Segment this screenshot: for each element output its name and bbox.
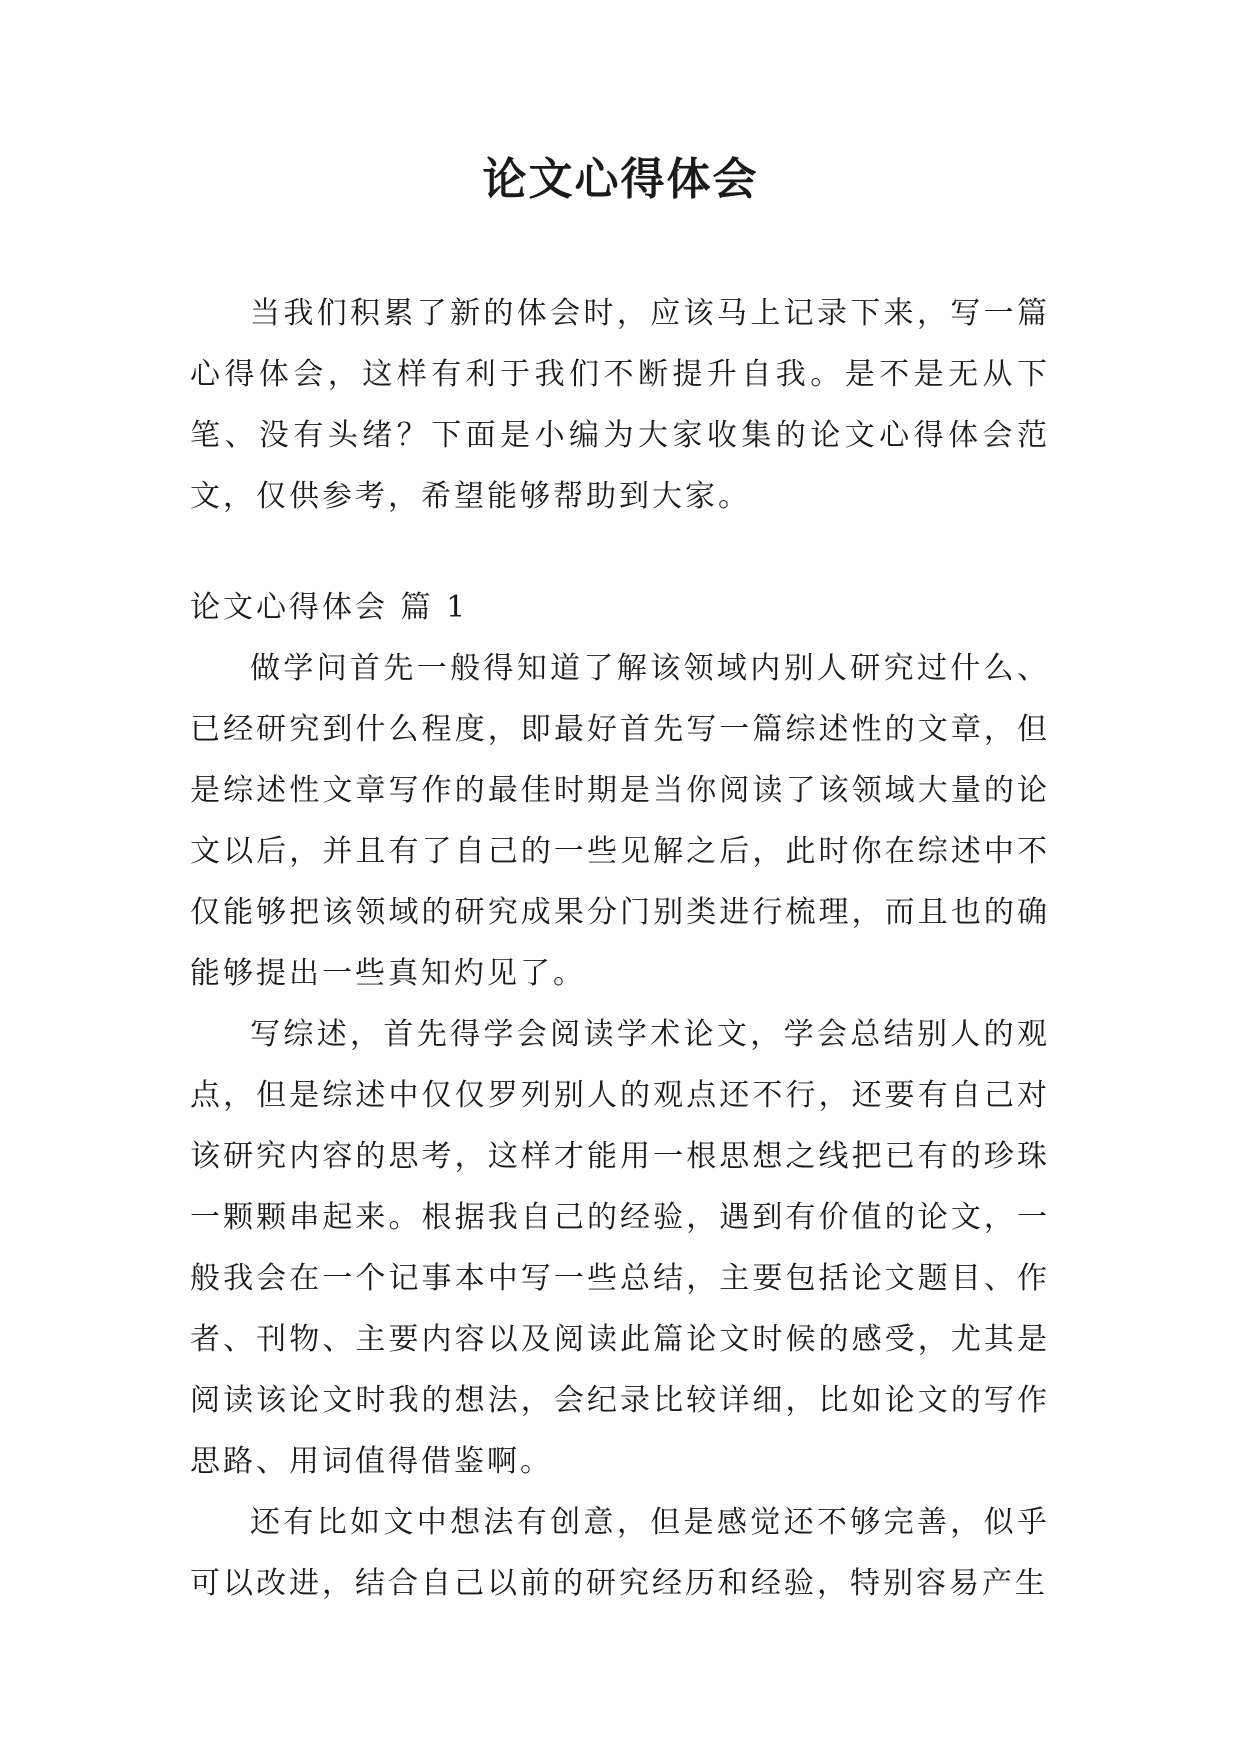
section-heading: 论文心得体会 篇 1 (190, 590, 469, 625)
intro-text: 当我们积累了新的体会时，应该马上记录下来，写一篇心得体会，这样有利于我们不断提升自我。是不是无从下笔、没有头绪？下面是小编为大家收集的论文心得体会范文，仅供参考，希望能够帮助到大家。 (190, 296, 1050, 514)
body-paragraph-3: 还有比如文中想法有创意，但是感觉还不够完善，似乎可以改进，结合自己以前的研究经历和经验，特别容易产生 (190, 1505, 1050, 1601)
document-title: 论文心得体会 (482, 154, 759, 205)
body-paragraph-2: 写综述，首先得学会阅读学术论文，学会总结别人的观点，但是综述中仅仅罗列别人的观点还不行，还要有自己对该研究内容的思考，这样才能用一根思想之线把已有的珍珠一颗颗串起来。根据我自己的经验，遇到有价值的论文，一般我会在一个记事本中写一些总结，主要包括论文题目、作者、刊物、主要内容以及阅读此篇论文时候的感受，尤其是阅读该论文时我的想法，会纪录比较详细，比如论文的写作思路、用词值得借鉴啊。 (190, 1017, 1050, 1479)
intro-paragraph (190, 283, 1050, 527)
body-paragraph-1: 做学问首先一般得知道了解该领域内别人研究过什么、已经研究到什么程度，即最好首先写一篇综述性的文章，但是综述性文章写作的最佳时期是当你阅读了该领域大量的论文以后，并且有了自己的一些见解之后，此时你在综述中不仅能够把该领域的研究成果分门别类进行梳理，而且也的确能够提出一些真知灼见了。 (190, 651, 1050, 991)
article-body (190, 638, 1050, 1614)
